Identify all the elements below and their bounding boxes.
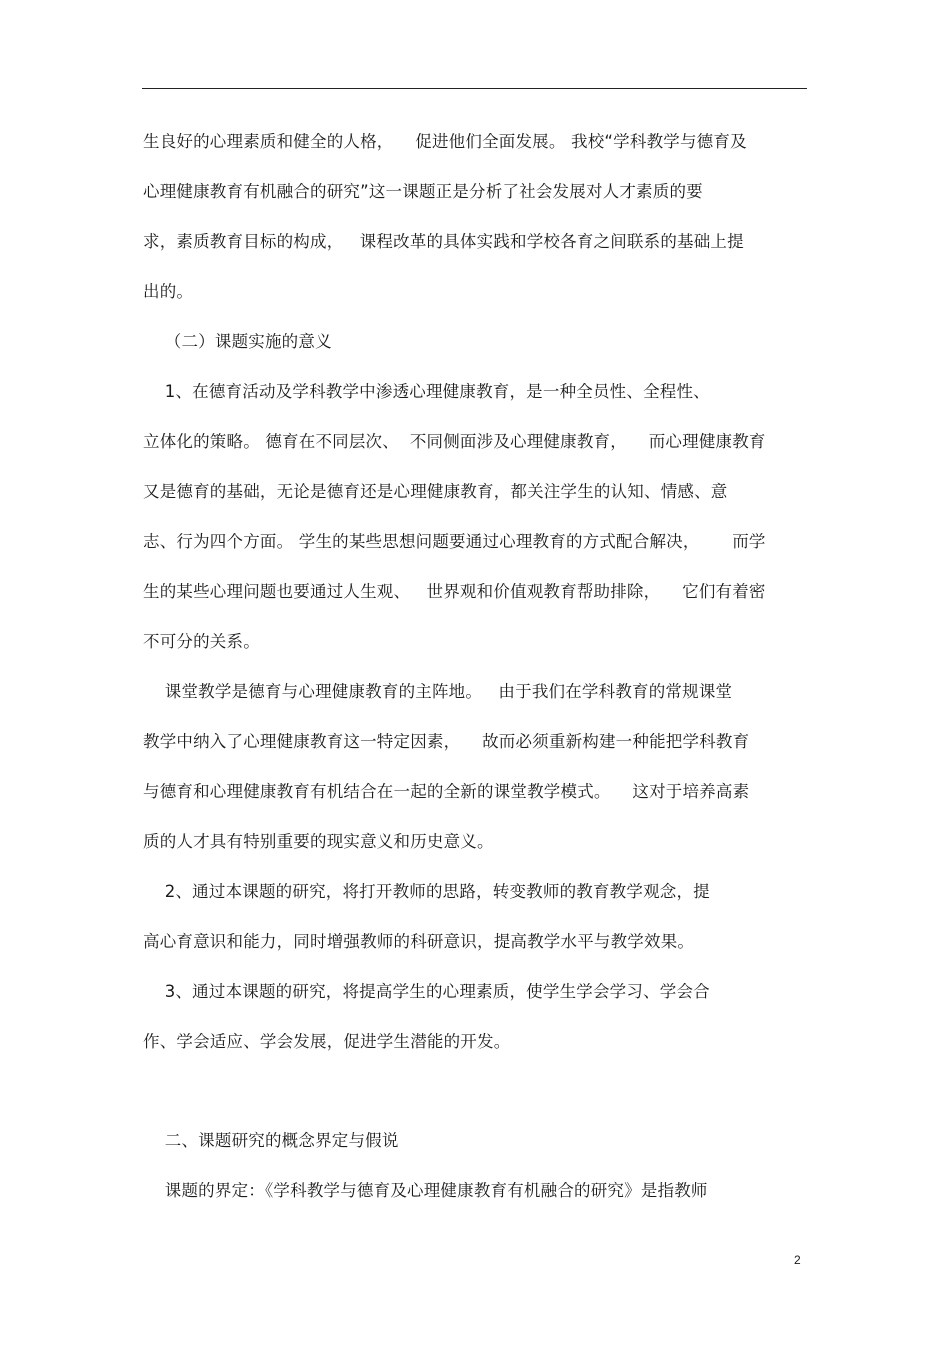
text-line: 与德育和心理健康教育有机结合在一起的全新的课堂教学模式。 这对于培养高素 bbox=[143, 782, 750, 801]
text-line: 教学中纳入了心理健康教育这一特定因素， 故而必须重新构建一种能把学科教育 bbox=[143, 732, 750, 751]
section-heading: 二、课题研究的概念界定与假说 bbox=[143, 1131, 399, 1150]
page-number: 2 bbox=[794, 1253, 801, 1267]
text-line: 又是德育的基础，无论是德育还是心理健康教育，都关注学生的认知、情感、意 bbox=[143, 482, 728, 501]
text-line: 作、学会适应、学会发展，促进学生潜能的开发。 bbox=[143, 1032, 511, 1051]
text-line: 3、通过本课题的研究，将提高学生的心理素质，使学生学会学习、学会合 bbox=[143, 982, 710, 1001]
text-line: 课题的界定：《学科教学与德育及心理健康教育有机融合的研究》是指教师 bbox=[143, 1181, 708, 1200]
text-line: 课堂教学是德育与心理健康教育的主阵地。 由于我们在学科教育的常规课堂 bbox=[143, 682, 733, 701]
text-line: 1、在德育活动及学科教学中渗透心理健康教育，是一种全员性、全程性、 bbox=[143, 382, 710, 401]
text-line: 质的人才具有特别重要的现实意义和历史意义。 bbox=[143, 832, 494, 851]
section-heading: （二）课题实施的意义 bbox=[143, 332, 332, 351]
text-line: 高心育意识和能力，同时增强教师的科研意识，提高教学水平与教学效果。 bbox=[143, 932, 695, 951]
text-line: 生的某些心理问题也要通过人生观、 世界观和价值观教育帮助排除， 它们有着密 bbox=[143, 582, 766, 601]
text-line: 生良好的心理素质和健全的人格， 促进他们全面发展。 我校“学科教学与德育及 bbox=[143, 132, 747, 151]
text-line: 求，素质教育目标的构成， 课程改革的具体实践和学校各育之间联系的基础上提 bbox=[143, 232, 744, 251]
text-line: 立体化的策略。 德育在不同层次、 不同侧面涉及心理健康教育， 而心理健康教育 bbox=[143, 432, 766, 451]
header-rule bbox=[142, 88, 807, 89]
text-line: 2、通过本课题的研究，将打开教师的思路，转变教师的教育教学观念，提 bbox=[143, 882, 710, 901]
text-line: 不可分的关系。 bbox=[143, 632, 260, 651]
text-line: 出的。 bbox=[143, 282, 194, 301]
text-line: 志、行为四个方面。 学生的某些思想问题要通过心理教育的方式配合解决， 而学 bbox=[143, 532, 766, 551]
text-line: 心理健康教育有机融合的研究”这一课题正是分析了社会发展对人才素质的要 bbox=[143, 182, 703, 201]
